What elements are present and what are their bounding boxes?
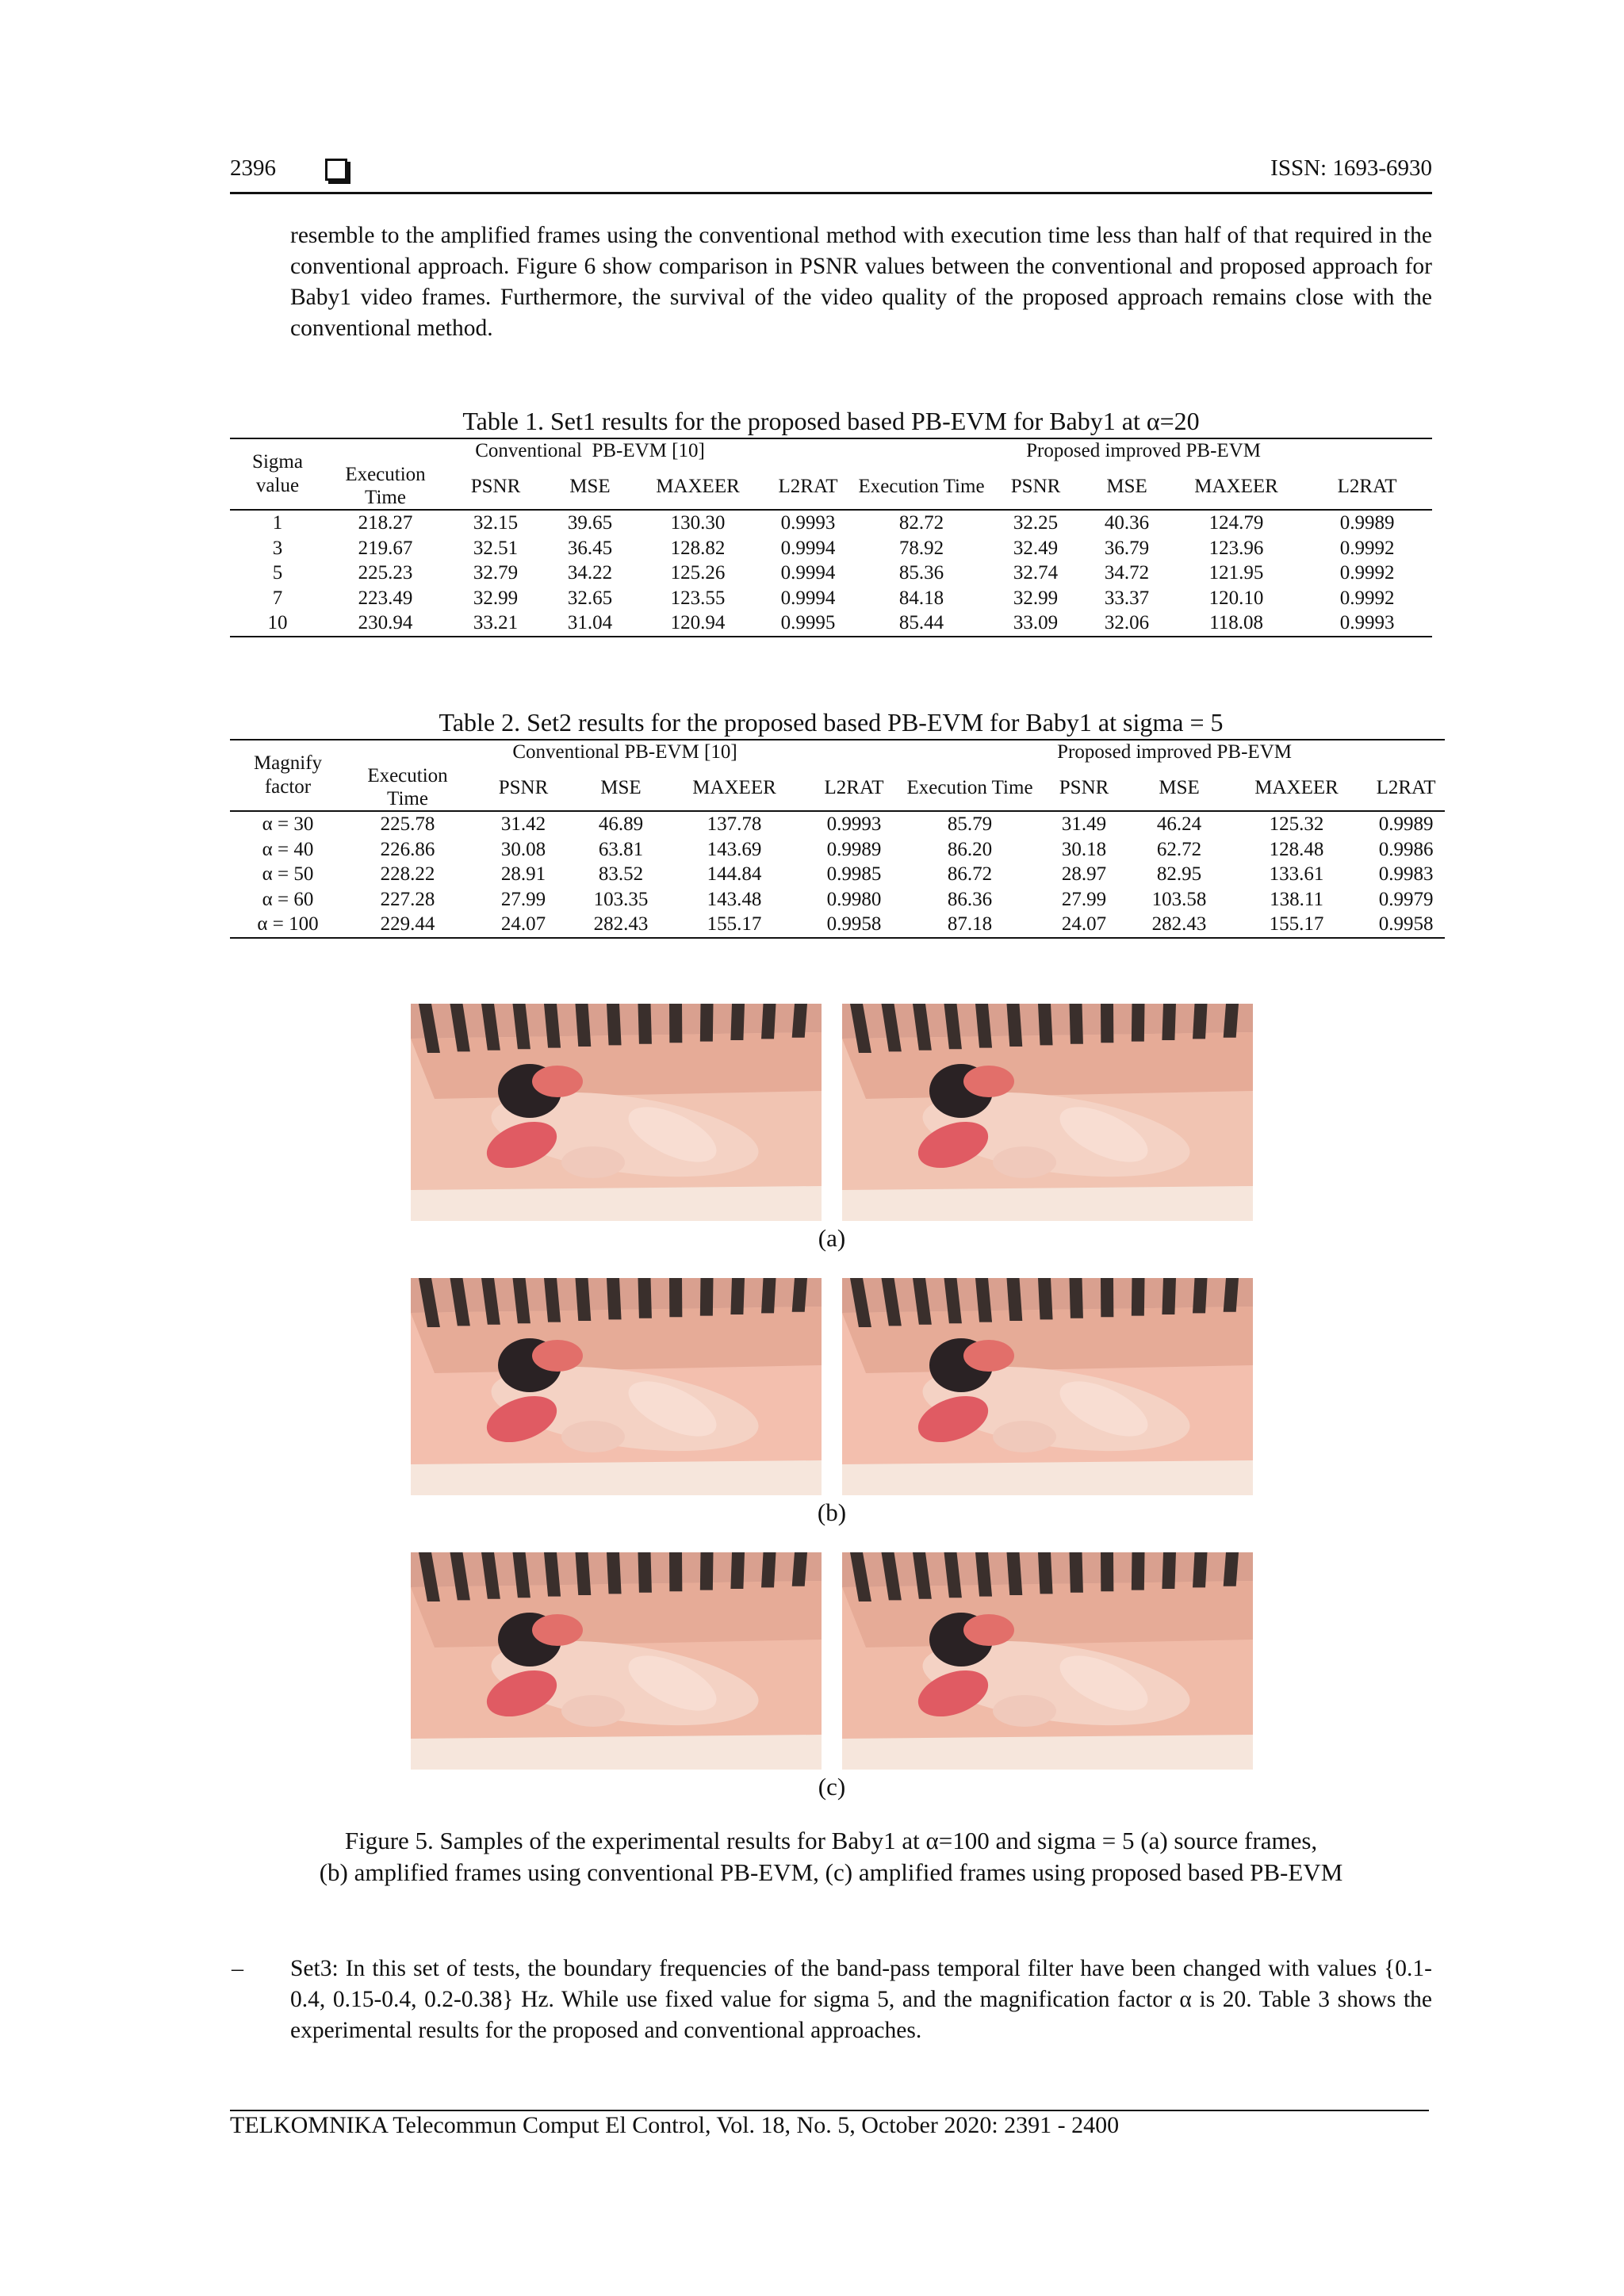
figure-5-label-a: (a) — [818, 1224, 846, 1252]
table-cell: 144.84 — [707, 863, 762, 885]
table-cell: 3 — [272, 537, 283, 559]
table-cell: 0.9993 — [826, 813, 882, 835]
table-cell: 10 — [230, 610, 325, 637]
table-cell: 230.94 — [325, 610, 446, 637]
table-cell: 1 — [272, 512, 283, 534]
issn-label: ISSN: 1693-6930 — [1270, 155, 1432, 181]
bullet-dash: – — [232, 1955, 243, 1981]
table1-col-header: PSNR — [1010, 475, 1061, 497]
table-cell: 32.74 — [1013, 562, 1059, 584]
page-number: 2396 — [230, 155, 276, 181]
table-cell: 24.07 — [1036, 912, 1132, 938]
table-cell: 133.61 — [1269, 863, 1324, 885]
table-cell: 130.30 — [670, 512, 726, 534]
table-cell: 84.18 — [898, 587, 944, 609]
table-cell: 32.06 — [1083, 610, 1170, 637]
table-cell: 62.72 — [1156, 838, 1202, 860]
table-cell: 0.9992 — [1339, 562, 1395, 584]
table-2-caption: Table 2. Set2 results for the proposed based PB-EVM for Baby1 at sigma = 5 — [439, 708, 1224, 737]
table2-col-header: MAXEER — [692, 776, 776, 798]
table-cell: 34.72 — [1104, 562, 1150, 584]
table-cell: 0.9992 — [1339, 537, 1395, 559]
table1-col-header: MAXEER — [656, 475, 740, 497]
table-cell: 123.55 — [670, 587, 726, 609]
table-cell: 155.17 — [1226, 912, 1367, 938]
table-cell: 120.10 — [1208, 587, 1264, 609]
table-cell: 0.9994 — [780, 587, 836, 609]
table-cell: 143.48 — [707, 888, 762, 910]
table-cell: 32.51 — [473, 537, 519, 559]
table-cell: 28.97 — [1061, 863, 1107, 885]
table-1-column-header-row — [230, 463, 1432, 510]
frame-a-right — [842, 1004, 1253, 1221]
figure-5-caption-line-2: (b) amplified frames using conventional PB-EVM, (c) amplified frames using proposed based PB-EVM — [319, 1858, 1343, 1886]
table-cell: 34.22 — [567, 562, 613, 584]
table-cell: 124.79 — [1208, 512, 1264, 534]
table-cell: 0.9958 — [1367, 912, 1445, 938]
table-cell: 78.92 — [898, 537, 944, 559]
table-cell: 86.20 — [947, 838, 993, 860]
table-2 — [230, 739, 1445, 939]
table-cell: 7 — [272, 587, 283, 609]
table-cell: 227.28 — [380, 888, 435, 910]
table-cell: 36.45 — [567, 537, 613, 559]
table-cell: 155.17 — [665, 912, 804, 938]
table-cell: 228.22 — [380, 863, 435, 885]
table-cell: 46.89 — [598, 813, 644, 835]
table-cell: 85.79 — [947, 813, 993, 835]
table-cell: 85.44 — [855, 610, 988, 637]
table-1-body — [230, 510, 1432, 637]
table-cell: 225.23 — [358, 562, 413, 584]
table-row — [230, 536, 1432, 561]
footer-divider — [230, 2110, 1429, 2111]
table2-col-header: Execution Time — [367, 765, 448, 809]
table-cell: 128.82 — [670, 537, 726, 559]
table-cell: 0.9979 — [1378, 888, 1434, 910]
table-cell: 0.9995 — [761, 610, 855, 637]
table1-col-header: MSE — [569, 475, 611, 497]
table1-col-header: Execution Time — [345, 464, 426, 508]
table-row — [230, 586, 1432, 611]
table-2-group-proposed: Proposed improved PB-EVM — [904, 740, 1445, 764]
table-cell: 0.9992 — [1339, 587, 1395, 609]
table-cell: 125.26 — [670, 562, 726, 584]
table-row — [230, 811, 1445, 837]
table-row — [230, 561, 1432, 586]
table-cell: 86.36 — [947, 888, 993, 910]
table-cell: 0.9989 — [826, 838, 882, 860]
table-cell: 282.43 — [577, 912, 665, 938]
table-cell: 0.9958 — [804, 912, 904, 938]
table-cell: 32.15 — [473, 512, 519, 534]
table-cell: 28.91 — [500, 863, 546, 885]
table2-col-header: PSNR — [1059, 776, 1109, 798]
table1-col-header: L2RAT — [778, 475, 838, 497]
table-cell: 33.21 — [446, 610, 546, 637]
table-cell: 33.09 — [988, 610, 1083, 637]
table-cell: 0.9985 — [826, 863, 882, 885]
table-cell: 30.08 — [500, 838, 546, 860]
table-cell: 27.99 — [500, 888, 546, 910]
table1-col-header: PSNR — [470, 475, 521, 497]
table-cell: 39.65 — [567, 512, 613, 534]
table-cell: 223.49 — [358, 587, 413, 609]
table-cell: 121.95 — [1208, 562, 1264, 584]
table-cell: 82.72 — [898, 512, 944, 534]
table-1-caption: Table 1. Set1 results for the proposed based PB-EVM for Baby1 at α=20 — [462, 407, 1200, 435]
table1-col-header: L2RAT — [1337, 475, 1397, 497]
table-cell: 27.99 — [1061, 888, 1107, 910]
square-bullet-icon — [325, 159, 347, 181]
table-cell: α = 30 — [262, 813, 314, 835]
table-cell: 32.65 — [567, 587, 613, 609]
table-cell: 32.25 — [1013, 512, 1059, 534]
table-row — [230, 862, 1445, 887]
table-cell: 87.18 — [904, 912, 1036, 938]
table-cell: 103.58 — [1151, 888, 1207, 910]
table-cell: 63.81 — [598, 838, 644, 860]
table-cell: 0.9989 — [1339, 512, 1395, 534]
table-cell: 0.9980 — [826, 888, 882, 910]
table1-col-header: Execution Time — [858, 475, 985, 497]
table-cell: 103.35 — [593, 888, 649, 910]
table-cell: 46.24 — [1156, 813, 1202, 835]
table-cell: 5 — [272, 562, 283, 584]
body-paragraph-set3: Set3: In this set of tests, the boundary frequencies of the band-pass temporal filter have been changed with values {0.1-0.4, 0.15-0.4, 0.2-0.38} Hz. While use fixed value for sigma 5, and the magnification factor α is 20. Table 3 shows the experimental results for the proposed and conventional approaches. — [290, 1956, 1432, 2043]
table2-col-header: MAXEER — [1254, 776, 1339, 798]
table-cell: 226.86 — [380, 838, 435, 860]
table-cell: 0.9994 — [780, 562, 836, 584]
table-cell: 0.9983 — [1378, 863, 1434, 885]
table-cell: 33.37 — [1104, 587, 1150, 609]
table-cell: 282.43 — [1132, 912, 1226, 938]
table-cell: 32.99 — [473, 587, 519, 609]
table-cell: 32.49 — [1013, 537, 1059, 559]
body-paragraph-1: resemble to the amplified frames using the conventional method with execution time less than half of that required in the conventional approach. Figure 6 show comparison in PSNR values between the conventional and proposed approach for Baby1 video frames. Furthermore, the survival of the video quality of the proposed approach remains close with the conventional method. — [290, 223, 1432, 341]
table-cell: 138.11 — [1270, 888, 1323, 910]
table-row — [230, 887, 1445, 913]
table-cell: 0.9993 — [780, 512, 836, 534]
table-cell: 219.67 — [358, 537, 413, 559]
table-cell: 128.48 — [1269, 838, 1324, 860]
table2-col-header: L2RAT — [1376, 776, 1436, 798]
table-row — [230, 610, 1432, 637]
frame-c-right — [842, 1552, 1253, 1770]
table-cell: 82.95 — [1156, 863, 1202, 885]
table-cell: 0.9986 — [1378, 838, 1434, 860]
table-cell: 40.36 — [1104, 512, 1150, 534]
table-cell: 30.18 — [1061, 838, 1107, 860]
table-cell: α = 50 — [262, 863, 314, 885]
table-cell: 125.32 — [1269, 813, 1324, 835]
frame-b-right — [842, 1278, 1253, 1495]
table-2-group-conventional: Conventional PB-EVM [10] — [346, 740, 904, 764]
table-1-group-proposed: Proposed improved PB-EVM — [855, 438, 1432, 463]
journal-footer: TELKOMNIKA Telecommun Comput El Control, Vol. 18, No. 5, October 2020: 2391 - 2400 — [230, 2112, 1120, 2138]
table2-col-header: Execution Time — [906, 776, 1033, 798]
table-cell: α = 40 — [262, 838, 314, 860]
table-cell: 120.94 — [634, 610, 761, 637]
table-2-first-col-header: Magnify factor — [230, 740, 346, 811]
table2-col-header: PSNR — [498, 776, 549, 798]
header-divider — [230, 192, 1432, 194]
table-cell: 229.44 — [346, 912, 469, 938]
table2-col-header: MSE — [1159, 776, 1200, 798]
table-cell: 0.9994 — [780, 537, 836, 559]
frame-b-left — [411, 1278, 822, 1495]
table-row — [230, 912, 1445, 938]
table-row — [230, 510, 1432, 536]
table-cell: 31.04 — [546, 610, 634, 637]
table-cell: 218.27 — [358, 512, 413, 534]
table-2-column-header-row — [230, 764, 1445, 811]
table-cell: 83.52 — [598, 863, 644, 885]
table-cell: 123.96 — [1208, 537, 1264, 559]
frame-a-left — [411, 1004, 822, 1221]
figure-5-caption — [230, 1825, 1432, 1888]
table-cell: 0.9989 — [1378, 813, 1434, 835]
table-cell: 143.69 — [707, 838, 762, 860]
table-cell: 86.72 — [947, 863, 993, 885]
frame-c-left — [411, 1552, 822, 1770]
table-1-group-conventional: Conventional PB-EVM [10] — [325, 438, 855, 463]
table-cell: α = 100 — [230, 912, 346, 938]
table-1-first-col-header: Sigma value — [230, 438, 325, 510]
table-cell: 32.79 — [473, 562, 519, 584]
table2-col-header: L2RAT — [824, 776, 884, 798]
table-cell: 36.79 — [1104, 537, 1150, 559]
table2-col-header: MSE — [600, 776, 642, 798]
figure-5-label-c: (c) — [818, 1773, 846, 1800]
figure-5-caption-line-1: Figure 5. Samples of the experimental results for Baby1 at α=100 and sigma = 5 (a) source frames, — [344, 1827, 1318, 1854]
table-1 — [230, 438, 1432, 637]
table-cell: 31.42 — [500, 813, 546, 835]
table1-col-header: MSE — [1106, 475, 1147, 497]
table-cell: 118.08 — [1170, 610, 1302, 637]
table-cell: 0.9993 — [1302, 610, 1432, 637]
table-cell: 32.99 — [1013, 587, 1059, 609]
table-2-body — [230, 811, 1445, 938]
table-cell: 85.36 — [898, 562, 944, 584]
table-cell: 31.49 — [1061, 813, 1107, 835]
table-row — [230, 837, 1445, 863]
figure-5-label-b: (b) — [817, 1498, 847, 1526]
running-header — [230, 155, 1432, 187]
table-cell: 225.78 — [380, 813, 435, 835]
table1-col-header: MAXEER — [1194, 475, 1278, 497]
table-cell: α = 60 — [262, 888, 314, 910]
table-cell: 137.78 — [707, 813, 762, 835]
table-cell: 24.07 — [469, 912, 577, 938]
